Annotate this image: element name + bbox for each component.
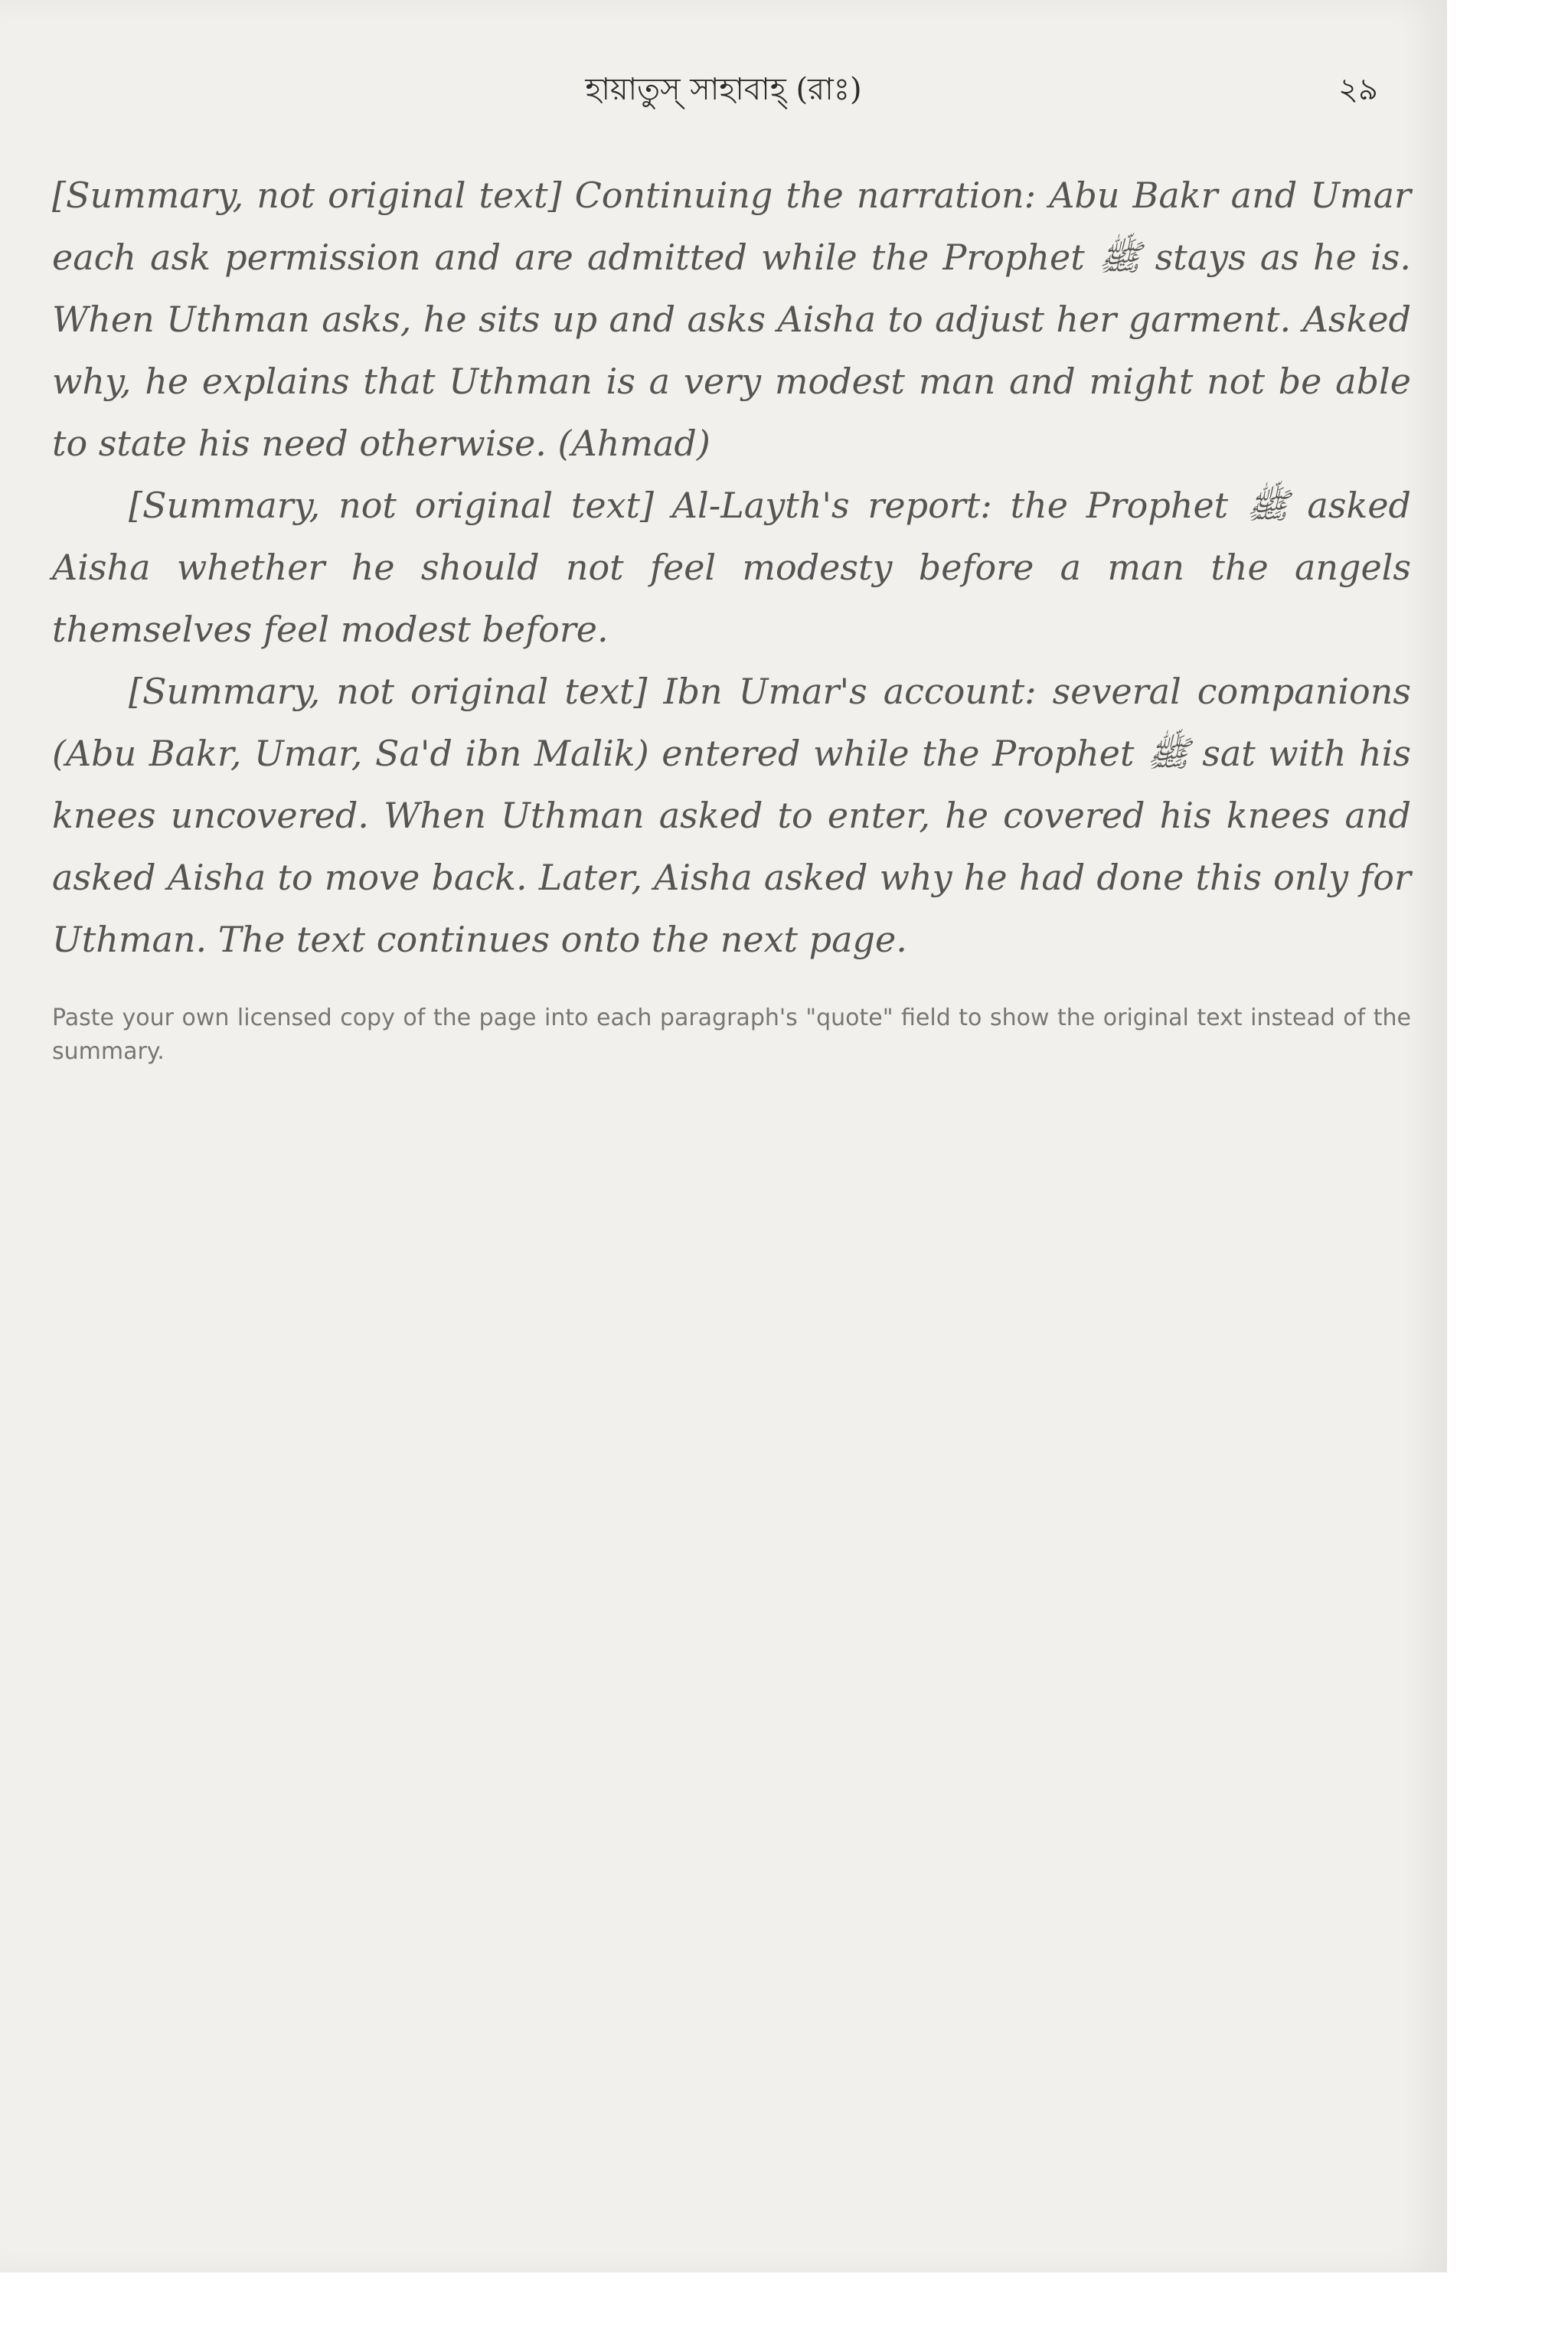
paragraph-1: [Summary, not original text] Continuing the narration: Abu Bakr and Umar each ask permission and are admitted while the Prophet ﷺ stays as he is. When Uthman asks, he sits up and asks Aisha to adjust her garment. Asked why, he explains that Uthman is a very modest man and might not be able to state his need otherwise. (Ahmad) — [52, 175, 1411, 464]
running-head-title: হায়াতুস্ সাহাবাহ্ (রাঃ) — [585, 72, 862, 107]
running-head — [46, 65, 1401, 111]
body-text — [52, 165, 1411, 1069]
page-number: ২৯ — [1338, 72, 1378, 107]
paragraph-2: [Summary, not original text] Al-Layth's report: the Prophet ﷺ asked Aisha whether he should not feel modesty before a man the angels themselves feel modest before. — [52, 485, 1411, 650]
reuse-note: Paste your own licensed copy of the page into each paragraph's "quote" field to show the original text instead of the summary. — [52, 1004, 1411, 1065]
paragraph-3: [Summary, not original text] Ibn Umar's account: several companions (Abu Bakr, Umar, Sa'd ibn Malik) entered while the Prophet ﷺ sat with his knees uncovered. When Uthman asked to enter, he covered his knees and asked Aisha to move back. Later, Aisha asked why he had done this only for Uthman. The text continues onto the next page. — [52, 671, 1411, 960]
